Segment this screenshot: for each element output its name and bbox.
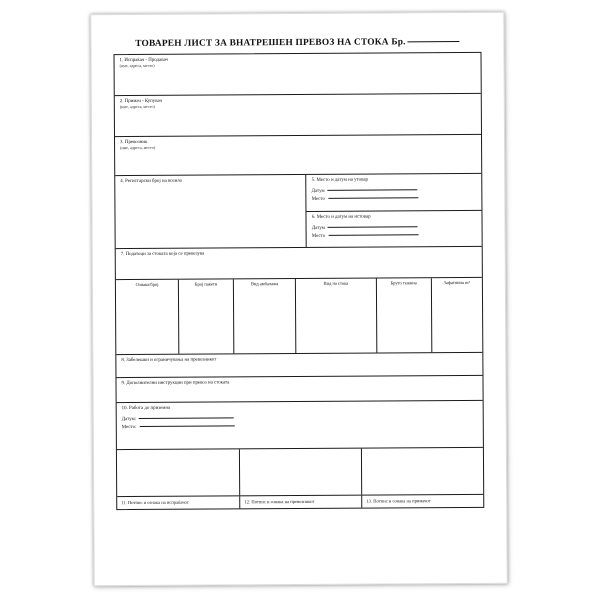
- signature-area-row: [117, 448, 483, 497]
- section-goods-header: [116, 247, 482, 263]
- section-carrier[interactable]: [115, 135, 481, 175]
- section-remarks-label: 8. Забелешки и ограничувања на превозникот: [121, 357, 217, 364]
- section-receiver-label: 2. Примач - Купувач: [119, 98, 162, 105]
- section-loading-date[interactable]: [312, 188, 478, 194]
- section-received-row: [117, 401, 483, 450]
- section-received-place-blank[interactable]: [139, 425, 234, 428]
- goods-col-gross-weight[interactable]: [376, 278, 431, 352]
- goods-col-packages-header: Број пакети: [194, 281, 218, 287]
- signature-box-carrier[interactable]: [239, 449, 361, 496]
- section-instructions-row: [116, 376, 482, 403]
- page-title: [113, 37, 481, 49]
- goods-col-goods-type-header: Вид на стока: [323, 280, 349, 286]
- section-loading-place-label: Место: [311, 196, 325, 203]
- signature-box-receiver[interactable]: [361, 448, 483, 495]
- section-vehicle-loading-row: [115, 174, 481, 249]
- section-received-label: 10. Работа до приземна: [121, 405, 171, 412]
- section-receiver-row: [115, 94, 481, 137]
- section-unloading[interactable]: [307, 210, 482, 247]
- section-loading-label: 5. Место и датум на утовар: [311, 177, 368, 183]
- document-number-blank[interactable]: [408, 41, 460, 42]
- section-carrier-row: [115, 135, 481, 176]
- signature-label-carrier-text: 12. Потпис и ознака на превозникот: [244, 498, 315, 505]
- form-table: [114, 52, 485, 510]
- section-unloading-date[interactable]: [312, 225, 478, 231]
- section-received-place[interactable]: [122, 423, 479, 430]
- signature-box-sender[interactable]: [117, 449, 240, 496]
- section-goods: [116, 247, 483, 354]
- section-unloading-place-label: Место: [311, 233, 326, 240]
- document-number-label: Бр.: [391, 37, 406, 48]
- goods-col-volume[interactable]: [431, 278, 483, 352]
- signature-label-receiver-text: 13. Потпис и ознака на примачот: [366, 498, 431, 504]
- section-unloading-date-label: Датум: [311, 225, 325, 232]
- section-loading[interactable]: [307, 174, 482, 211]
- goods-col-gross-weight-header: Бруто тежина: [390, 280, 417, 286]
- section-vehicle-registration-label: 4. Регистарски број на возило: [120, 178, 183, 185]
- section-vehicle-registration[interactable]: [115, 175, 306, 248]
- goods-col-mark-header: Ознака/број: [135, 281, 159, 287]
- section-sender[interactable]: [115, 53, 481, 95]
- section-received-date[interactable]: [122, 415, 479, 422]
- goods-col-goods-type[interactable]: [295, 279, 376, 353]
- goods-col-packages[interactable]: [178, 279, 233, 353]
- signature-labels-row: [117, 495, 483, 509]
- section-goods-label: 7. Податоци за стоката која се превезува: [120, 251, 205, 258]
- section-instructions-label: 9. Дополнителни инструкции при превоз на стоката: [121, 380, 230, 387]
- section-unloading-place-blank[interactable]: [328, 233, 418, 236]
- goods-table-columns: [116, 278, 482, 354]
- goods-col-packaging-header: Вид амбалажа: [250, 281, 279, 287]
- signature-label-sender: [117, 496, 239, 509]
- goods-table: [116, 277, 482, 354]
- section-received[interactable]: [117, 401, 483, 449]
- section-remarks-row: [116, 353, 482, 378]
- section-sender-label: 1. Испраќач - Продавач: [119, 57, 168, 64]
- signature-label-receiver: [361, 495, 483, 508]
- section-sender-sublabel: (име, адреса, место): [119, 63, 155, 69]
- section-remarks[interactable]: [116, 353, 482, 377]
- section-unloading-date-blank[interactable]: [328, 225, 418, 228]
- signature-label-carrier: [239, 496, 361, 509]
- signature-label-sender-text: 11. Потпис и ознака на испраќачот: [121, 499, 189, 506]
- section-sender-row: [115, 53, 481, 96]
- section-loading-date-blank[interactable]: [328, 188, 418, 191]
- section-loading-place[interactable]: [312, 196, 478, 202]
- section-loading-place-blank[interactable]: [328, 196, 418, 199]
- section-receiver[interactable]: [115, 94, 481, 136]
- signature-area: [117, 448, 483, 496]
- paper-sheet: [90, 12, 507, 587]
- goods-col-volume-header: Зафатнина m³: [443, 279, 470, 286]
- section-unloading-place[interactable]: [312, 233, 478, 239]
- section-received-date-blank[interactable]: [139, 417, 234, 420]
- goods-col-mark[interactable]: [116, 280, 179, 354]
- section-carrier-label: 3. Превозник: [120, 139, 148, 146]
- section-received-date-label: Датум:: [121, 417, 137, 423]
- section-instructions[interactable]: [116, 376, 482, 402]
- section-carrier-sublabel: (име, адреса, место): [120, 145, 156, 151]
- section-receiver-sublabel: (име, адреса, место): [119, 104, 155, 110]
- freight-form: [113, 37, 484, 559]
- section-received-place-label: Место:: [121, 425, 137, 431]
- page-title-text: ТОВАРЕН ЛИСТ ЗА ВНАТРЕШЕН ПРЕВОЗ НА СТОКА: [135, 37, 389, 49]
- section-unloading-label: 6. Место и датум на истовар: [311, 214, 371, 220]
- section-loading-date-label: Датум: [311, 188, 325, 195]
- goods-col-packaging[interactable]: [233, 279, 296, 353]
- signature-labels: [117, 495, 483, 509]
- section-goods-row: [116, 247, 483, 355]
- section-loading-unloading: [306, 174, 482, 247]
